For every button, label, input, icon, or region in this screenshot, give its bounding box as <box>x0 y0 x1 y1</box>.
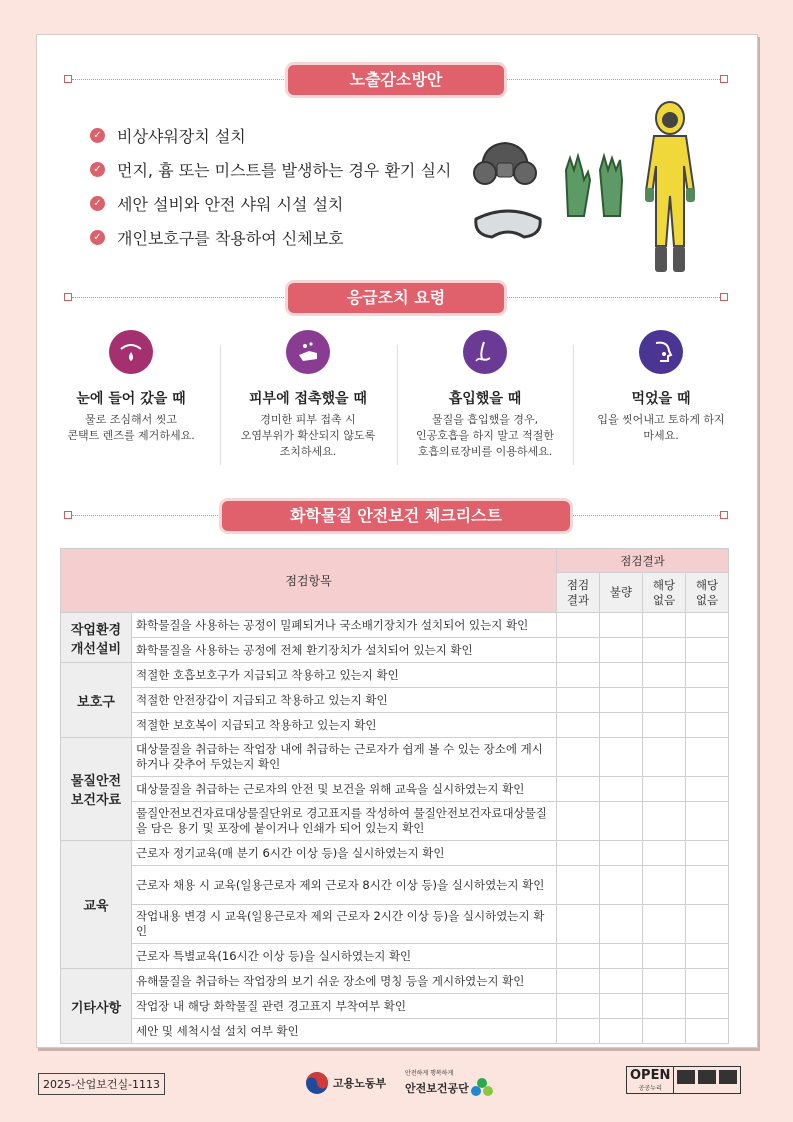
ministry-logo: 고용노동부 <box>305 1071 386 1095</box>
table-row <box>61 905 729 944</box>
table-row <box>61 688 729 713</box>
check-icon: ✓ <box>90 230 105 245</box>
list-item: ✓ 세안 설비와 안전 샤워 시설 설치 <box>90 186 451 220</box>
result-checkbox-cell[interactable] <box>600 713 643 738</box>
result-checkbox-cell[interactable] <box>686 688 729 713</box>
table-row <box>61 841 729 866</box>
divider <box>397 345 398 465</box>
result-checkbox-cell[interactable] <box>643 802 686 841</box>
result-checkbox-cell[interactable] <box>600 613 643 638</box>
eye-drop-icon <box>109 330 153 374</box>
category-cell: 작업환경 개선설비 <box>61 613 132 663</box>
table-row <box>61 738 729 777</box>
category-cell: 교육 <box>61 841 132 969</box>
result-checkbox-cell[interactable] <box>557 688 600 713</box>
protective-suit-icon <box>640 96 700 276</box>
result-checkbox-cell[interactable] <box>686 663 729 688</box>
table-row <box>61 777 729 802</box>
result-checkbox-cell[interactable] <box>686 969 729 994</box>
list-item: ✓ 먼지, 흄 또는 미스트를 발생하는 경우 환기 실시 <box>90 152 451 186</box>
result-checkbox-cell[interactable] <box>557 944 600 969</box>
result-checkbox-cell[interactable] <box>643 1019 686 1044</box>
result-checkbox-cell[interactable] <box>557 994 600 1019</box>
check-item-cell: 물질안전보건자료대상물질단위로 경고표지를 작성하여 물질안전보건자료대상물질을 담은 용기 및 포장에 붙이거나 인쇄가 되어 있는지 확인 <box>132 802 557 841</box>
result-checkbox-cell[interactable] <box>686 777 729 802</box>
result-checkbox-cell[interactable] <box>686 994 729 1019</box>
check-item-cell: 근로자 채용 시 교육(일용근로자 제외 근로자 8시간 이상 등)을 실시하였는지 확인 <box>132 866 557 905</box>
check-item-cell: 화학물질을 사용하는 공정이 밀폐되거나 국소배기장치가 설치되어 있는지 확인 <box>132 613 557 638</box>
check-item-cell: 작업내용 변경 시 교육(일용근로자 제외 근로자 2시간 이상 등)을 실시하였는지 확인 <box>132 905 557 944</box>
result-checkbox-cell[interactable] <box>557 777 600 802</box>
result-checkbox-cell[interactable] <box>600 802 643 841</box>
result-checkbox-cell[interactable] <box>686 841 729 866</box>
result-checkbox-cell[interactable] <box>643 713 686 738</box>
result-checkbox-cell[interactable] <box>557 905 600 944</box>
result-checkbox-cell[interactable] <box>557 866 600 905</box>
result-checkbox-cell[interactable] <box>600 638 643 663</box>
result-checkbox-cell[interactable] <box>557 1019 600 1044</box>
check-icon: ✓ <box>90 162 105 177</box>
result-checkbox-cell[interactable] <box>643 994 686 1019</box>
table-row <box>61 994 729 1019</box>
mouth-icon <box>639 330 683 374</box>
result-checkbox-cell[interactable] <box>643 663 686 688</box>
result-checkbox-cell[interactable] <box>643 777 686 802</box>
divider <box>573 345 574 465</box>
result-checkbox-cell[interactable] <box>643 969 686 994</box>
result-checkbox-cell[interactable] <box>600 777 643 802</box>
result-checkbox-cell[interactable] <box>686 638 729 663</box>
taegeuk-icon <box>305 1071 329 1095</box>
exposure-list <box>90 118 451 254</box>
result-checkbox-cell[interactable] <box>686 802 729 841</box>
result-checkbox-cell[interactable] <box>686 905 729 944</box>
result-checkbox-cell[interactable] <box>600 663 643 688</box>
check-item-cell: 근로자 정기교육(매 분기 6시간 이상 등)을 실시하였는지 확인 <box>132 841 557 866</box>
result-checkbox-cell[interactable] <box>557 663 600 688</box>
result-checkbox-cell[interactable] <box>643 688 686 713</box>
list-item: ✓ 비상샤워장치 설치 <box>90 118 451 152</box>
check-icon: ✓ <box>90 196 105 211</box>
table-row <box>61 802 729 841</box>
check-item-cell: 유해물질을 취급하는 작업장의 보기 쉬운 장소에 명칭 등을 게시하였는지 확인 <box>132 969 557 994</box>
header-check-item: 점검항목 <box>61 549 557 613</box>
nose-inhale-icon <box>463 330 507 374</box>
result-checkbox-cell[interactable] <box>686 738 729 777</box>
check-item-cell: 적절한 안전장갑이 지급되고 착용하고 있는지 확인 <box>132 688 557 713</box>
table-row <box>61 1019 729 1044</box>
document-code: 2025-산업보건실-1113 <box>38 1073 165 1095</box>
section-header-exposure <box>64 70 728 90</box>
category-cell: 기타사항 <box>61 969 132 1044</box>
section-title-exposure: 노출감소방안 <box>288 65 504 95</box>
emergency-card-swallow: 먹었을 때 입을 씻어내고 토하게 하지 마세요. <box>576 330 746 444</box>
result-checkbox-cell[interactable] <box>600 841 643 866</box>
emergency-card-skin: 피부에 접촉했을 때 경미한 피부 접촉 시 오염부위가 확산되지 않도록 조치하세요. <box>223 330 393 460</box>
result-checkbox-cell[interactable] <box>643 613 686 638</box>
goggles-icon <box>472 205 544 241</box>
table-row <box>61 969 729 994</box>
divider <box>220 345 221 465</box>
result-checkbox-cell[interactable] <box>557 738 600 777</box>
result-checkbox-cell[interactable] <box>643 638 686 663</box>
emergency-card-inhale: 흡입했을 때 물질을 흡입했을 경우, 인공호흡을 하지 말고 적절한 호흡의료장비를 이용하세요. <box>400 330 570 460</box>
result-checkbox-cell[interactable] <box>557 713 600 738</box>
check-item-cell: 화학물질을 사용하는 공정에 전체 환기장치가 설치되어 있는지 확인 <box>132 638 557 663</box>
agency-logo: 안전하게 행복하게 안전보건공단 <box>405 1068 493 1099</box>
checklist-table: 점검항목 점검결과 점검 결과 불량 해당 없음 해당 없음 작업환경 개선설비 화학물질을 사용하는 공정이 밀폐되거나 국소배기장치가 설치되어 있는지 확인 화학물질을 사용하는 공정에 전체 환기장치가 설치되어 있는지 확인 보호구 적절한 호흡보호구가 지급되고 착용하고 있는지 확인 적절한 안전장갑이 지급되고 착용하고 있는지 확인 적절한 보호복이 지급되고 착용하고 있는지 확인 물질안전 보건자료 대상물질을 취급하는 작업장 내에 취급하는 근로자가 쉽게 볼 수 있는 장소에 게시하거나 갖추어 두었는지 확인 대상물질을 취급하는 근로자의 안전 및 보건을 위해 교육을 실시하였는지 확인 물질안전보건자료대상물질단위로 경고표지를 작성하여 물질안전보건자료대상물질을 담은 용기 및 포장에 붙이거나 인쇄가 되어 있는지 확인 교육 근로자 정기교육(매 분기 6시간 이상 등)을 실시하였는지 확인 근로자 채용 시 교육(일용근로자 제외 근로자 8시간 이상 등)을 실시하였는지 확인 작업내용 변경 시 교육(일용근로자 제외 근로자 2시간 이상 등)을 실시하였는지 확인 근로자 특별교육(16시간 이상 등)을 실시하였는지 확인 기타사항 유해물질을 취급하는 작업장의 보기 쉬운 장소에 명칭 등을 게시하였는지 확인 작업장 내 해당 화학물질 관련 경고표지 부착여부 확인 세안 및 세척시설 설치 여부 확인 <box>60 548 729 1044</box>
open-license-logo: OPEN 공공누리 <box>626 1066 741 1094</box>
result-checkbox-cell[interactable] <box>643 738 686 777</box>
result-checkbox-cell[interactable] <box>557 613 600 638</box>
result-checkbox-cell[interactable] <box>557 969 600 994</box>
result-checkbox-cell[interactable] <box>686 713 729 738</box>
result-checkbox-cell[interactable] <box>600 994 643 1019</box>
list-item: ✓ 개인보호구를 착용하여 신체보호 <box>90 220 451 254</box>
check-icon: ✓ <box>90 128 105 143</box>
result-checkbox-cell[interactable] <box>600 905 643 944</box>
category-cell: 물질안전 보건자료 <box>61 738 132 841</box>
license-type-icons <box>674 1066 741 1094</box>
table-row <box>61 866 729 905</box>
result-checkbox-cell[interactable] <box>600 969 643 994</box>
check-item-cell: 적절한 호흡보호구가 지급되고 착용하고 있는지 확인 <box>132 663 557 688</box>
table-row <box>61 713 729 738</box>
section-title-emergency: 응급조치 요령 <box>288 283 504 313</box>
result-checkbox-cell[interactable] <box>686 613 729 638</box>
result-checkbox-cell[interactable] <box>686 944 729 969</box>
result-checkbox-cell[interactable] <box>600 688 643 713</box>
result-checkbox-cell[interactable] <box>600 944 643 969</box>
result-checkbox-cell[interactable] <box>557 841 600 866</box>
result-checkbox-cell[interactable] <box>643 944 686 969</box>
result-checkbox-cell[interactable] <box>643 905 686 944</box>
result-checkbox-cell[interactable] <box>643 841 686 866</box>
result-checkbox-cell[interactable] <box>686 866 729 905</box>
section-header-emergency <box>64 288 728 308</box>
category-cell: 보호구 <box>61 663 132 738</box>
check-item-cell: 적절한 보호복이 지급되고 착용하고 있는지 확인 <box>132 713 557 738</box>
agency-symbol-icon <box>471 1077 493 1099</box>
result-checkbox-cell[interactable] <box>686 1019 729 1044</box>
result-checkbox-cell[interactable] <box>600 866 643 905</box>
result-checkbox-cell[interactable] <box>643 866 686 905</box>
check-item-cell: 근로자 특별교육(16시간 이상 등)을 실시하였는지 확인 <box>132 944 557 969</box>
check-item-cell: 대상물질을 취급하는 근로자의 안전 및 보건을 위해 교육을 실시하였는지 확인 <box>132 777 557 802</box>
table-row <box>61 638 729 663</box>
check-item-cell: 작업장 내 해당 화학물질 관련 경고표지 부착여부 확인 <box>132 994 557 1019</box>
gloves-icon <box>560 150 630 220</box>
table-row <box>61 663 729 688</box>
hand-wash-icon <box>286 330 330 374</box>
result-checkbox-cell[interactable] <box>600 738 643 777</box>
section-header-checklist <box>64 506 728 526</box>
emergency-card-eye: 눈에 들어 갔을 때 물로 조심해서 씻고 콘택트 렌즈를 제거하세요. <box>46 330 216 444</box>
check-item-cell: 대상물질을 취급하는 작업장 내에 취급하는 근로자가 쉽게 볼 수 있는 장소에 게시하거나 갖추어 두었는지 확인 <box>132 738 557 777</box>
respirator-mask-icon <box>470 135 540 195</box>
result-checkbox-cell[interactable] <box>557 638 600 663</box>
check-item-cell: 세안 및 세척시설 설치 여부 확인 <box>132 1019 557 1044</box>
result-checkbox-cell[interactable] <box>557 802 600 841</box>
table-row <box>61 944 729 969</box>
header-check-result: 점검결과 <box>557 549 729 573</box>
result-checkbox-cell[interactable] <box>600 1019 643 1044</box>
section-title-checklist: 화학물질 안전보건 체크리스트 <box>222 501 570 531</box>
table-row <box>61 613 729 638</box>
